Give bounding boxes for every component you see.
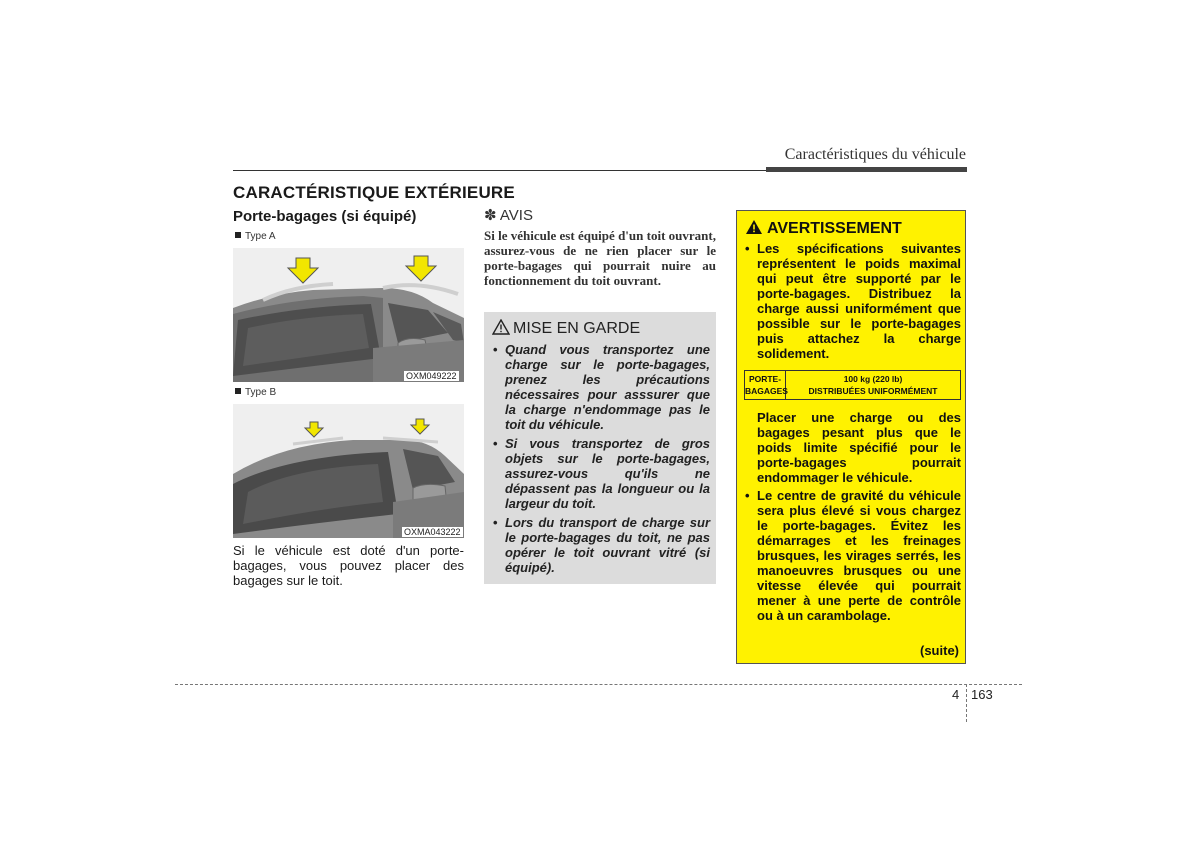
caution-box [484,312,716,584]
footer-divider [966,684,967,722]
warning-paragraph: Placer une charge ou des bagages pesant plus que le poids limite spécifié pour le porte-bagages pourrait endommager le véhicule. [757,410,961,485]
warning-box [736,210,966,664]
warning-heading: AVERTISSEMENT [745,219,902,238]
page-number: 163 [971,687,993,702]
caution-item: • Si vous transportez de gros objets sur le porte-bagages, assurez-vous qu'ils ne dépassent pas la longueur ou la largeur du toit. [490,436,710,511]
caution-list [490,342,710,579]
load-limit-table [744,370,961,400]
avis-text: Si le véhicule est équipé d'un toit ouvrant, assurez-vous de ne rien placer sur le porte-bagages qui pourrait nuire au fonctionnement du toit ouvrant. [484,228,716,288]
continued-label: (suite) [920,643,959,658]
load-limit-value-cell: 100 kg (220 lb) DISTRIBUÉES UNIFORMÉMENT [808,374,938,396]
body-paragraph: Si le véhicule est doté d'un porte-bagages, vous pouvez placer des bagages sur le toit. [233,543,464,588]
figure-b-code: OXMA043222 [404,527,461,537]
section-title: CARACTÉRISTIQUE EXTÉRIEURE [233,183,515,202]
square-bullet-icon [235,388,241,394]
caution-item: • Quand vous transportez une charge sur le porte-bagages, prenez les précautions nécessaires pour asssurer que la charge n'endommage pas le toit du véhicule. [490,342,710,432]
caution-heading: MISE EN GARDE [492,319,640,338]
running-header: Caractéristiques du véhicule [784,146,966,163]
square-bullet-icon [235,232,241,238]
car-roof-rack-illustration [233,404,464,538]
warning-triangle-icon [745,219,763,235]
chapter-number: 4 [952,687,960,702]
figure-b-type-label: Type B [235,387,276,398]
figure-a-image [233,248,464,382]
load-limit-label-cell: PORTE- BAGAGES [745,371,786,399]
caution-item: • Lors du transport de charge sur le porte-bagages du toit, ne pas opérer le toit ouvrant vitré (si équipé). [490,515,710,575]
figure-a-code: OXM049222 [406,371,457,381]
car-roof-rack-illustration [233,248,464,382]
figure-b-image [233,404,464,538]
warning-item: • Les spécifications suivantes représentent le poids maximal qui peut être supporté par le porte-bagages. Distribuez la charge aussi uniformément que possible sur le porte-bagages puis attachez la charge solidement. [745,241,961,361]
subsection-title: Porte-bagages (si équipé) [233,208,417,225]
warning-item: • Le centre de gravité du véhicule sera plus élevé si vous chargez le porte-bagages. Évitez les démarrages et les freinages brusques, les virages serrés, les manoeuvres brusques ou une vitesse élevée qui pourrait mener à une perte de contrôle ou à un carambolage. [745,488,961,623]
footer-rule [175,684,1022,685]
header-rule-accent [766,167,967,172]
avis-title: ✽ AVIS [484,207,533,224]
figure-a-type-label: Type A [235,231,276,242]
warning-triangle-icon [492,319,510,335]
